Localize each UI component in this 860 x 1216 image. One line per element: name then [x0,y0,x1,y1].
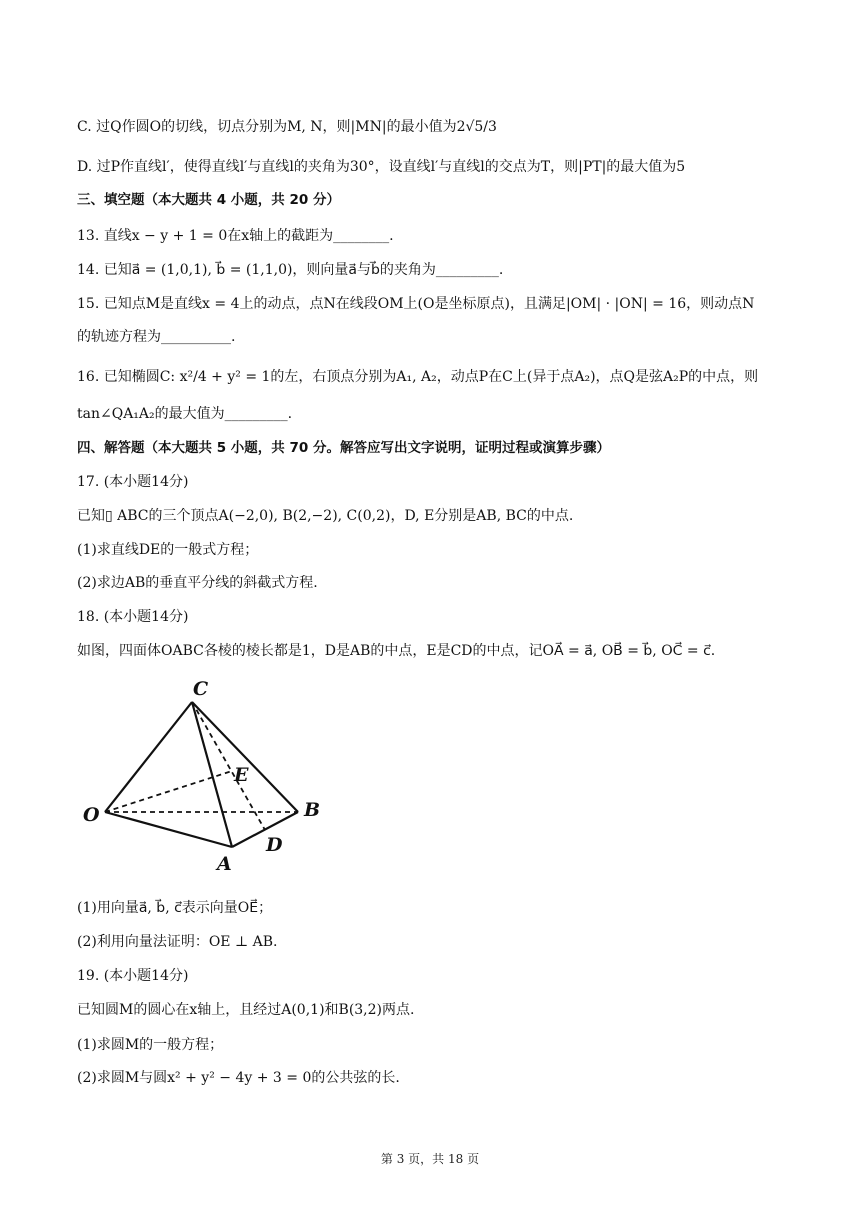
line-option-d: D. 过P作直线l′，使得直线l′与直线l的夹角为30°，设直线l′与直线l的交点为T，则|PT|的最大值为5 [77,159,686,175]
question-16-cont: tan∠QA₁A₂的最大值为_________. [77,406,293,422]
question-18-part2: (2)利用向量法证明：OE ⊥ AB. [77,934,278,950]
question-17-stem: 已知▯ ABC的三个顶点A(−2,0), B(2,−2), C(0,2)，D, E分别是AB, BC的中点. [77,508,574,524]
question-13: 13. 直线x − y + 1 = 0在x轴上的截距为________. [77,228,394,244]
label-O: O [83,804,100,826]
label-D: D [266,834,283,856]
page-footer: 第 3 页，共 18 页 [380,1152,480,1166]
question-18-header: 18. (本小题14分) [77,609,189,625]
question-14: 14. 已知a⃗ = (1,0,1), b⃗ = (1,1,0)，则向量a⃗与b⃗的夹角为_________. [77,262,504,278]
question-17-part1: (1)求直线DE的一般式方程； [77,542,259,558]
question-19-part2: (2)求圆M与圆x² + y² − 4y + 3 = 0的公共弦的长. [77,1070,400,1086]
label-C: C [193,678,209,700]
question-15: 15. 已知点M是直线x = 4上的动点，点N在线段OM上(O是坐标原点)，且满足|OM| · |ON| = 16，则动点N [77,296,755,312]
question-19-stem: 已知圆M的圆心在x轴上，且经过A(0,1)和B(3,2)两点. [77,1002,415,1018]
label-B: B [304,799,321,821]
question-15-cont: 的轨迹方程为__________. [77,329,236,345]
question-17-part2: (2)求边AB的垂直平分线的斜截式方程. [77,575,318,591]
question-18-stem: 如图，四面体OABC各棱的棱长都是1，D是AB的中点，E是CD的中点，记OA⃗ = a⃗, OB⃗ = b⃗, OC⃗ = c⃗. [77,643,716,659]
edge-OA [105,812,232,847]
question-19-part1: (1)求圆M的一般方程； [77,1037,224,1053]
section-heading-fill-in: 三、填空题（本大题共 4 小题，共 20 分） [77,192,340,208]
question-19-header: 19. (本小题14分) [77,968,189,984]
line-option-c: C. 过Q作圆O的切线，切点分别为M, N，则|MN|的最小值为2√5/3 [77,119,497,135]
label-A: A [217,853,232,875]
question-18-part1: (1)用向量a⃗, b⃗, c⃗表示向量OE⃗； [77,900,273,916]
section-heading-solutions: 四、解答题（本大题共 5 小题，共 70 分。解答应写出文字说明，证明过程或演算步骤） [77,440,610,456]
question-17-header: 17. (本小题14分) [77,474,189,490]
label-E: E [234,764,249,786]
edge-CO [105,702,192,812]
tetrahedron-figure [82,675,332,875]
question-16: 16. 已知椭圆C: x²/4 + y² = 1的左，右顶点分别为A₁, A₂，动点P在C上(异于点A₂)，点Q是弦A₂P的中点，则 [77,369,759,385]
